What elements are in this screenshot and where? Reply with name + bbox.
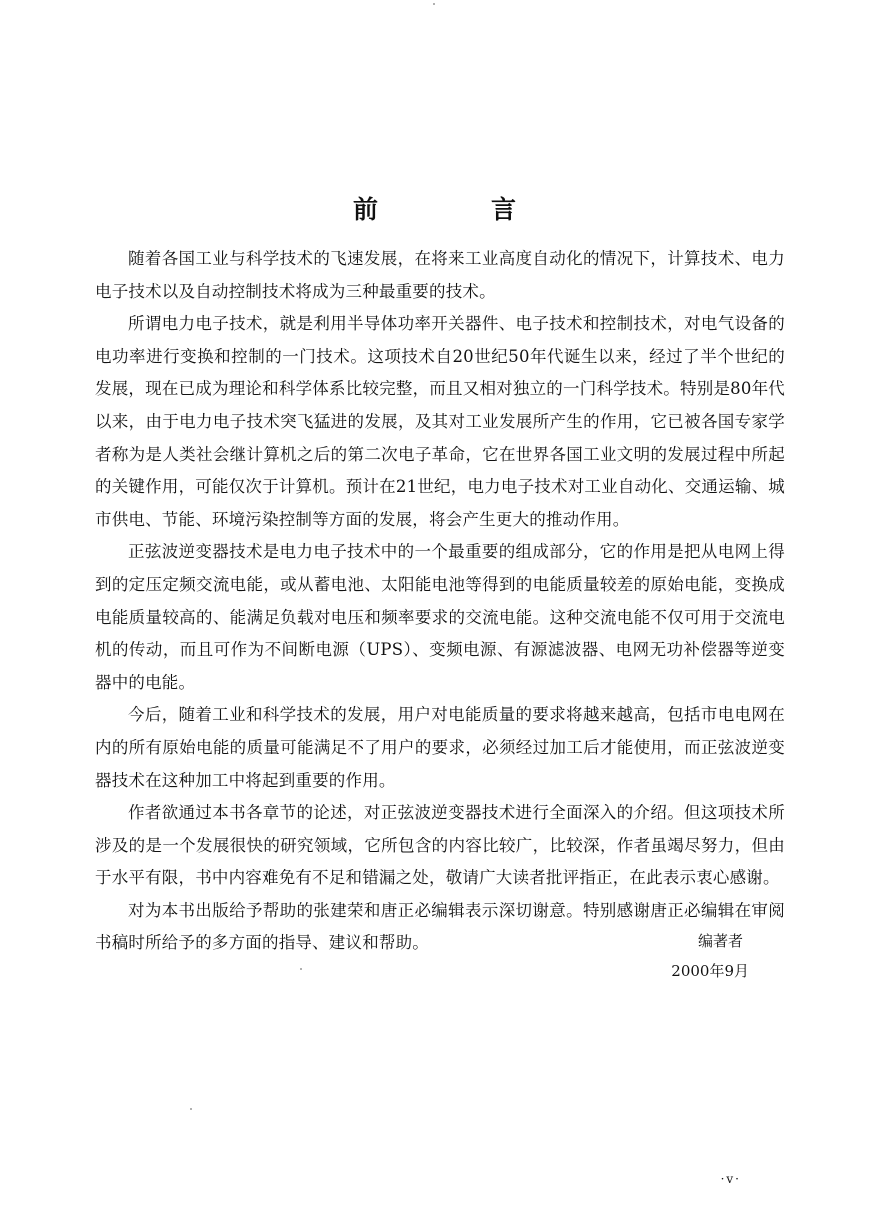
signature-author: 编著者 (697, 932, 743, 950)
paragraph-5: 作者欲通过本书各章节的论述，对正弦波逆变器技术进行全面深入的介绍。但这项技术所涉及的是一个发展很快的研究领域，它所包含的内容比较广，比较深，作者虽竭尽努力，但由于水平有限，书中内容难免有不足和错漏之处，敬请广大读者批评指正，在此表示衷心感谢。 (95, 803, 785, 888)
scan-speck (433, 3, 435, 5)
paragraph-6: 对为本书出版给予帮助的张建荣和唐正必编辑表示深切谢意。特别感谢唐正必编辑在审阅书稿时所给予的多方面的指导、建议和帮助。 (95, 900, 785, 953)
signature-block (671, 926, 749, 986)
page-title: 前 言 (352, 195, 560, 224)
scan-speck (190, 1108, 192, 1110)
scan-speck (300, 968, 302, 970)
preface-body (95, 243, 785, 960)
signature-date: 2000年9月 (671, 962, 749, 980)
paragraph-2: 所谓电力电子技术，就是利用半导体功率开关器件、电子技术和控制技术，对电气设备的电功率进行变换和控制的一门技术。这项技术自20世纪50年代诞生以来，经过了半个世纪的发展，现在已成为理论和科学体系比较完整，而且又相对独立的一门科学技术。特别是80年代以来，由于电力电子技术突飞猛进的发展，及其对工业发展所产生的作用，它已被各国专家学者称为是人类社会继计算机之后的第二次电子革命，它在世界各国工业文明的发展过程中所起的关键作用，可能仅次于计算机。预计在21世纪，电力电子技术对工业自动化、交通运输、城市供电、节能、环境污染控制等方面的发展，将会产生更大的推动作用。 (95, 314, 785, 529)
paragraph-4: 今后，随着工业和科学技术的发展，用户对电能质量的要求将越来越高，包括市电电网在内的所有原始电能的质量可能满足不了用户的要求，必须经过加工后才能使用，而正弦波逆变器技术在这种加工中将起到重要的作用。 (95, 705, 785, 790)
page-number: ·v· (720, 1172, 741, 1186)
paragraph-3: 正弦波逆变器技术是电力电子技术中的一个最重要的组成部分，它的作用是把从电网上得到的定压定频交流电能，或从蓄电池、太阳能电池等得到的电能质量较差的原始电能，变换成电能质量较高的、能满足负载对电压和频率要求的交流电能。这种交流电能不仅可用于交流电机的传动，而且可作为不间断电源（UPS）、变频电源、有源滤波器、电网无功补偿器等逆变器中的电能。 (95, 542, 785, 692)
paragraph-1: 随着各国工业与科学技术的飞速发展，在将来工业高度自动化的情况下，计算技术、电力电子技术以及自动控制技术将成为三种最重要的技术。 (95, 249, 785, 301)
